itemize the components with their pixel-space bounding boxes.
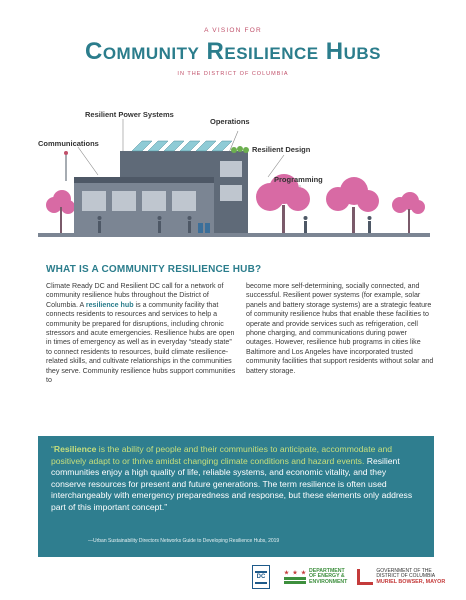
- callout-communications: Communications: [38, 139, 99, 148]
- doee-line3: ENVIRONMENT: [309, 578, 348, 585]
- callout-power: Resilient Power Systems: [85, 110, 174, 119]
- resilience-hub-illustration: [38, 95, 430, 250]
- body-column-left: [46, 282, 236, 385]
- callout-operations: Operations: [210, 117, 250, 126]
- quote-rest: Resilient communities enjoy a high quality of life, reliable systems, and economic vitality, and they conserve resources for present and future generations. The term resilience is often used interchangeably with emergency preparedness and response, but these elements only address part of this important concept.”: [51, 455, 413, 512]
- gov-line2: DISTRICT OF COLUMBIA: [376, 573, 436, 580]
- doee-text: [309, 569, 347, 586]
- body-column-right: [246, 282, 436, 376]
- doee-line1: DEPARTMENT: [309, 567, 345, 574]
- gov-line3: MURIEL BOWSER, MAYOR: [376, 578, 446, 585]
- quote-text: [51, 444, 421, 514]
- quote-open: “: [51, 444, 54, 454]
- dc-flag-icon: [284, 570, 306, 584]
- government-logo: [357, 569, 445, 586]
- quote-attribution: —Urban Sustainability Directors Networks Guide to Developing Resilience Hubs, 2019: [88, 538, 280, 544]
- doee-line2: OF ENERGY &: [309, 573, 345, 580]
- intro-rest: is a community facility that connects residents to resources and services to help a community be prepared for disruptions, including chronic stressors and acute emergencies. Resilience hubs are open in times of emergency as well as in everyday “steady state” to connect residents to resources, build climate resilience-related skills, and cultivate relationships in the communities they serve. Community resilience hubs support communities to: [46, 300, 236, 385]
- callout-programming: Programming: [274, 175, 323, 184]
- page-title: Community Resilience Hubs: [84, 38, 381, 65]
- intro-paragraph: [46, 282, 236, 385]
- right-paragraph: become more self-determining, socially connected, and successful. Resilient power systems (for example, solar panels and battery storage systems) are a strategic feature of community resilience hubs that enable these facilities to operate and provide services such as refrigeration, cell phone charging, and communications during power outages. However, resilience hub programs in cities like Baltimore and Los Angeles have incorporated trusted community facilities that support residents without solar and battery storage.: [246, 282, 434, 375]
- callout-design: Resilient Design: [252, 145, 311, 154]
- quote-term: Resilience: [53, 444, 97, 454]
- doee-logo: [284, 569, 347, 586]
- quote-box: [38, 436, 434, 557]
- intro-text: Climate Ready DC and Resilient DC call for a network of community resilience hubs throughout the District of Columbia. A: [46, 282, 224, 309]
- section-heading: WHAT IS A COMMUNITY RESILIENCE HUB?: [46, 264, 262, 275]
- gov-text: [376, 569, 445, 586]
- term-resilience-hub: resilience hub: [85, 300, 134, 309]
- kicker-text: A VISION FOR: [204, 27, 262, 34]
- subtitle-text: IN THE DISTRICT OF COLUMBIA: [177, 71, 289, 77]
- gov-line1: GOVERNMENT OF THE: [376, 567, 432, 574]
- dc-logo: [252, 565, 270, 589]
- footer-logos: [252, 564, 445, 590]
- dc-government-icon: [357, 569, 373, 585]
- dc-logo-text: DC: [256, 573, 266, 580]
- quote-highlight: is the ability of people and their communities to anticipate, accommodate and positively adapt to or thrive amidst changing climate conditions and hazard events.: [51, 444, 393, 466]
